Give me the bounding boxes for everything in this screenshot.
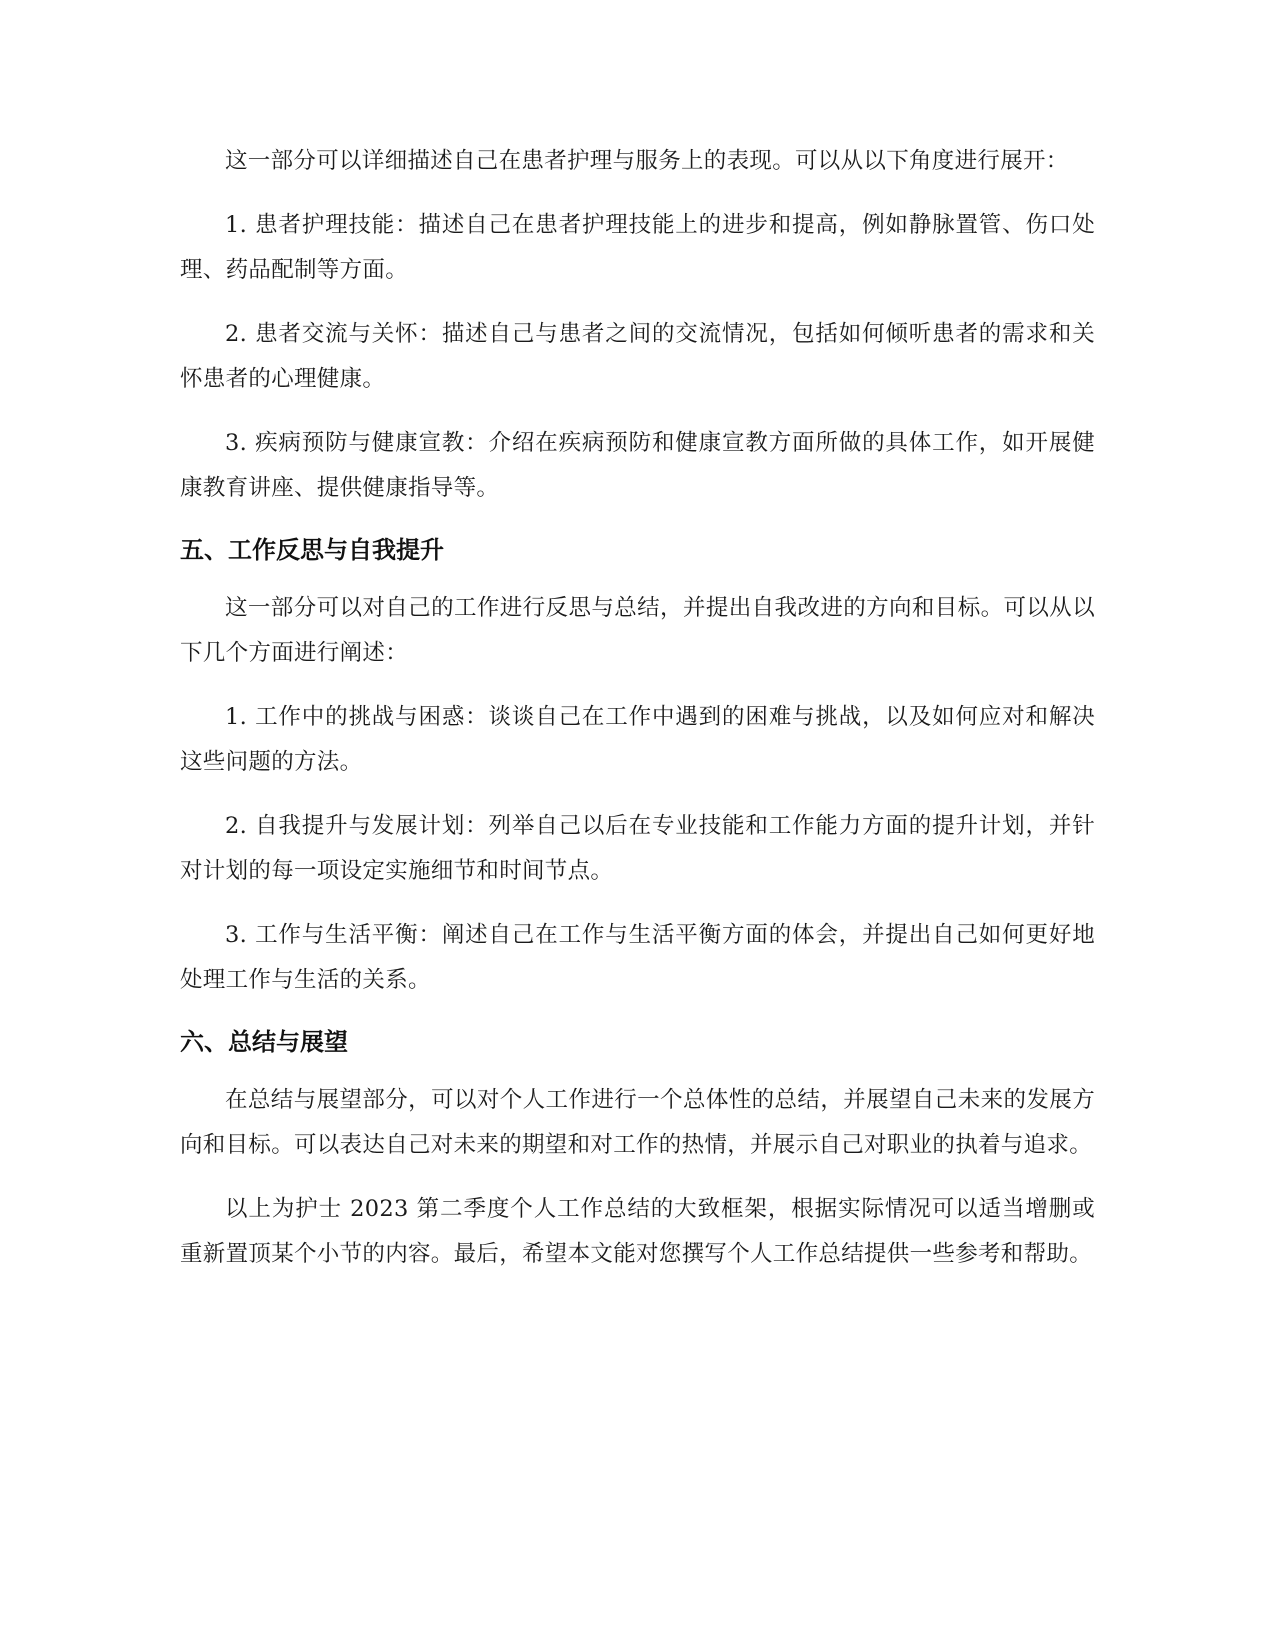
section-heading-summary: 六、总结与展望 (180, 1028, 348, 1056)
list-item-patient-communication: 2. 患者交流与关怀：描述自己与患者之间的交流情况，包括如何倾听患者的需求和关怀患者的心理健康。 (180, 321, 1095, 392)
document-page (180, 139, 1095, 1296)
closing-paragraph: 以上为护士 2023 第二季度个人工作总结的大致框架，根据实际情况可以适当增删或重新置顶某个小节的内容。最后，希望本文能对您撰写个人工作总结提供一些参考和帮助。 (180, 1196, 1095, 1267)
list-item-development-plan: 2. 自我提升与发展计划：列举自己以后在专业技能和工作能力方面的提升计划，并针对计划的每一项设定实施细节和时间节点。 (180, 813, 1095, 884)
list-item-challenges: 1. 工作中的挑战与困惑：谈谈自己在工作中遇到的困难与挑战，以及如何应对和解决这些问题的方法。 (180, 704, 1095, 775)
list-item-work-life-balance: 3. 工作与生活平衡：阐述自己在工作与生活平衡方面的体会，并提出自己如何更好地处理工作与生活的关系。 (180, 922, 1095, 993)
section-heading-reflection: 五、工作反思与自我提升 (180, 536, 444, 564)
reflection-intro-paragraph: 这一部分可以对自己的工作进行反思与总结，并提出自我改进的方向和目标。可以从以下几个方面进行阐述： (180, 595, 1095, 666)
summary-paragraph: 在总结与展望部分，可以对个人工作进行一个总体性的总结，并展望自己未来的发展方向和目标。可以表达自己对未来的期望和对工作的热情，并展示自己对职业的执着与追求。 (180, 1087, 1095, 1158)
list-item-disease-prevention: 3. 疾病预防与健康宣教：介绍在疾病预防和健康宣教方面所做的具体工作，如开展健康教育讲座、提供健康指导等。 (180, 430, 1095, 501)
list-item-nursing-skills: 1. 患者护理技能：描述自己在患者护理技能上的进步和提高，例如静脉置管、伤口处理、药品配制等方面。 (180, 212, 1095, 283)
intro-paragraph: 这一部分可以详细描述自己在患者护理与服务上的表现。可以从以下角度进行展开： (225, 148, 1069, 174)
